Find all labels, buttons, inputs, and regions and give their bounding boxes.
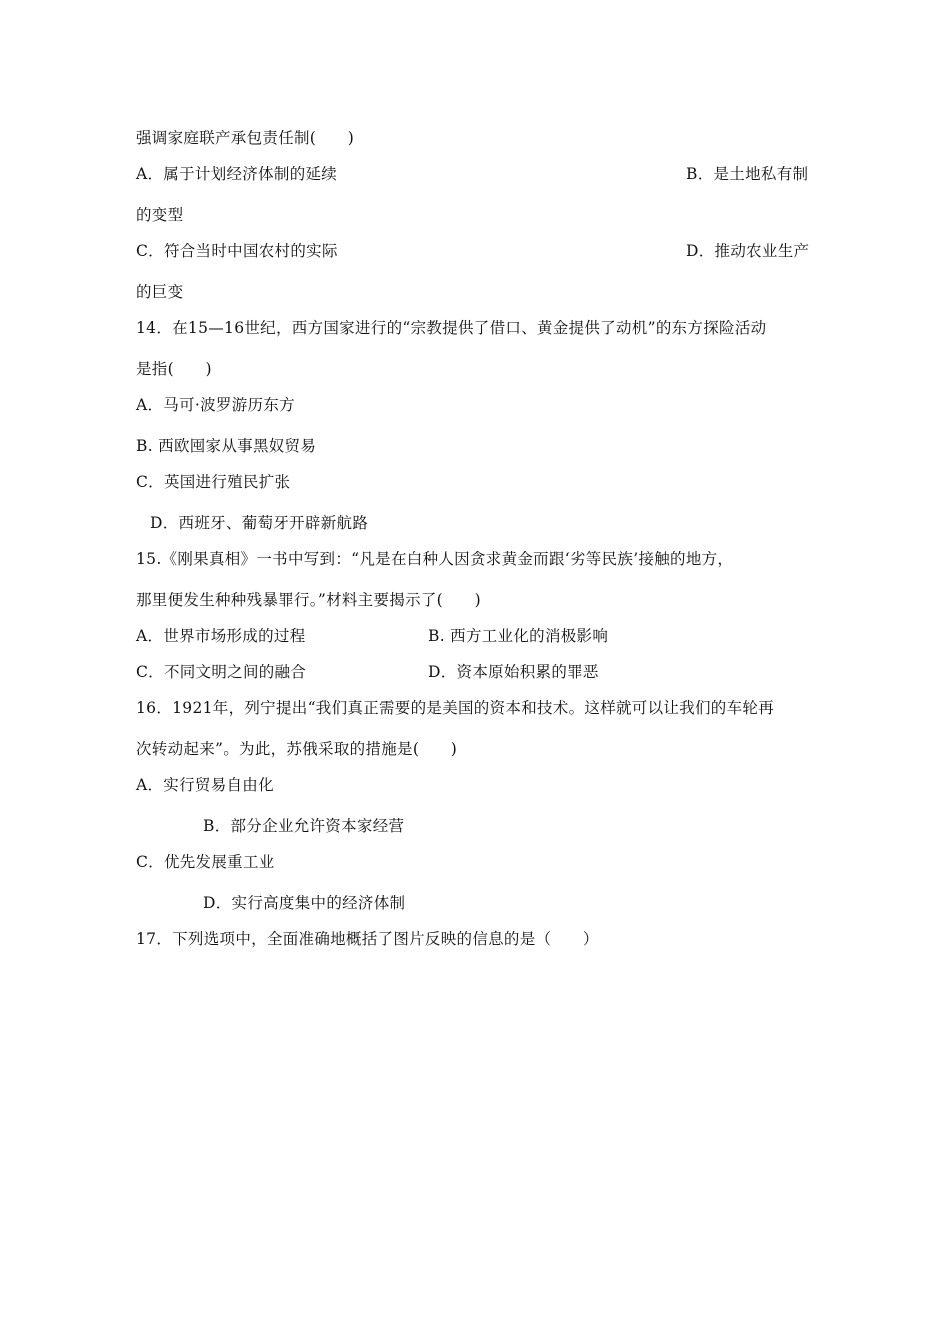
q15-option-d: D．资本原始积累的罪恶: [428, 663, 599, 681]
q13-option-a: A．属于计划经济体制的延续: [136, 165, 338, 183]
q14-stem-line1: 14．在15—16世纪，西方国家进行的“宗教提供了借口、黄金提供了动机”的东方探险活动: [136, 319, 767, 337]
q16-stem-line2: 次转动起来”。为此，苏俄采取的措施是( ): [136, 740, 458, 758]
q15-stem-line1: 15.《刚果真相》一书中写到：“凡是在白种人因贪求黄金而跟‘劣等民族’接触的地方，: [136, 550, 734, 568]
q14-option-a: A．马可·波罗游历东方: [136, 396, 295, 414]
q14-stem-line2: 是指( ): [136, 360, 212, 378]
q13-stem-tail: 强调家庭联产承包责任制( ): [136, 129, 355, 147]
q15-option-b: B. 西方工业化的消极影响: [428, 627, 609, 645]
q15-option-c: C．不同文明之间的融合: [136, 663, 307, 681]
q16-option-d: D．实行高度集中的经济体制: [203, 894, 406, 912]
q16-stem-line1: 16．1921年，列宁提出“我们真正需要的是美国的资本和技术。这样就可以让我们的车轮再: [136, 699, 774, 717]
q13-option-c: C．符合当时中国农村的实际: [136, 242, 338, 260]
q13-option-d: D．推动农业生产: [686, 242, 810, 260]
q15-stem-line2: 那里便发生种种残暴罪行。”材料主要揭示了( ): [136, 591, 481, 609]
q16-option-a: A．实行贸易自由化: [136, 776, 274, 794]
q17-stem-line1: 17．下列选项中，全面准确地概括了图片反映的信息的是（ ）: [136, 930, 599, 948]
q13-option-d-continuation: 的巨变: [136, 283, 184, 301]
q14-option-d: D．西班牙、葡萄牙开辟新航路: [150, 514, 369, 532]
q13-option-b-continuation: 的变型: [136, 206, 184, 224]
q15-option-a: A．世界市场形成的过程: [136, 627, 306, 645]
q16-option-c: C．优先发展重工业: [136, 853, 275, 871]
q14-option-c: C．英国进行殖民扩张: [136, 473, 291, 491]
q16-option-b: B．部分企业允许资本家经营: [203, 817, 405, 835]
q13-option-b: B．是土地私有制: [686, 165, 809, 183]
q14-option-b: B. 西欧囤家从事黑奴贸易: [136, 437, 317, 455]
